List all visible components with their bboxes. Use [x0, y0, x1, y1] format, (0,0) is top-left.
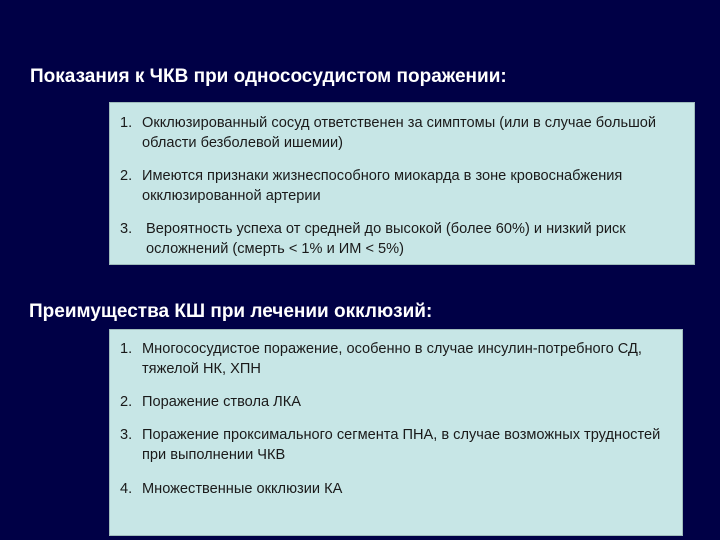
item-text: Поражение проксимального сегмента ПНА, в случае возможных трудностей при выполнении ЧКВ: [142, 427, 661, 463]
list-item: [120, 425, 674, 465]
section2-box: [109, 329, 683, 536]
item-text: Поражение ствола ЛКА: [142, 394, 301, 410]
list-item: [120, 339, 674, 379]
item-number: 2.: [120, 394, 133, 410]
item-number: 2.: [120, 168, 133, 184]
item-number: 3.: [120, 427, 133, 443]
list-item: [120, 113, 686, 153]
section1-box: [109, 102, 695, 265]
list-item: [120, 479, 674, 499]
item-text: Вероятность успеха от средней до высокой (более 60%) и низкий риск осложнений (смерть < 1% и ИМ < 5%): [146, 221, 626, 257]
item-number: 1.: [120, 115, 133, 131]
item-text: Имеются признаки жизнеспособного миокарда в зоне кровоснабжения окклюзированной артерии: [142, 168, 623, 204]
section1-heading: Показания к ЧКВ при однососудистом поражении:: [30, 66, 507, 87]
item-text: Окклюзированный сосуд ответственен за симптомы (или в случае большой области безболевой ишемии): [142, 115, 657, 151]
item-number: 1.: [120, 341, 133, 357]
item-number: 3.: [120, 221, 133, 237]
item-text: Многососудистое поражение, особенно в случае инсулин-потребного СД, тяжелой НК, ХПН: [142, 341, 642, 377]
list-item: [120, 219, 686, 259]
list-item: [120, 392, 674, 412]
section2-heading: Преимущества КШ при лечении окклюзий:: [29, 301, 433, 322]
item-text: Множественные окклюзии КА: [142, 481, 343, 497]
item-number: 4.: [120, 481, 133, 497]
list-item: [120, 166, 686, 206]
